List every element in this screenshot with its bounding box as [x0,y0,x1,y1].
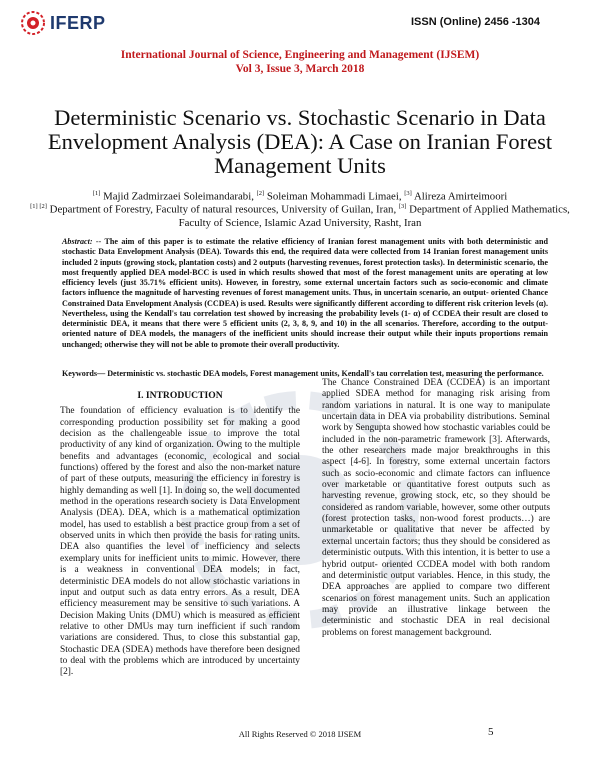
left-column-text: The foundation of efficiency evaluation is to identify the corresponding production possibility set for making a good decision as the challengeable issue to improve the total productivity of any kind of organization. Owing to the multiple benefits and advantages (economic, ecological and social functions) offered by the forest and also the non-market nature of part of these outputs, measuring the efficiency in forestry is highly demanding as well [1]. In doing so, the well documented method in the operations research society is Data Envelopment Analysis (DEA). DEA, which is a mathematical optimization model, has used to establish a best practice group from a set of observed units in which then provide the basis for rating units. DEA also quantifies the level of inefficiency and selects exemplary units for inefficient units to mimic. However, there is a weakness in conventional DEA models; in fact, deterministic DEA models do not allow stochastic variations in input and output such as data entry errors. As a result, DEA efficiency measurement may be sensitive to such variations. A Decision Making Units (DMU) which is measured as efficient relative to other DMUs may turn inefficient if such random variations are considered. Thus, to close this substantial gap, Stochastic DEA (SDEA) methods have therefore been designed to deal with the problems which are introduced by uncertainty [2]. [60,406,300,678]
body-right-column [322,378,550,639]
author-2-marker: [2] [256,190,265,197]
keywords-text: Deterministic vs. stochastic DEA models, Forest management units, Kendall's tau correlation test, measuring the performance. [107,369,544,378]
author-1-marker: [1] [92,190,101,197]
footer-copyright: All Rights Reserved © 2018 IJSEM [238,729,362,739]
publisher-logo [20,10,106,36]
iferp-logo-icon [20,10,46,36]
author-3-marker: [3] [404,190,412,197]
journal-header [0,48,600,76]
abstract [62,237,548,350]
affiliation-2-marker: [3] [398,203,407,210]
author-2-name: Soleiman Mohammadi Limaei, [266,190,402,203]
page-number: 5 [488,726,494,738]
journal-name: International Journal of Science, Engineering and Management (IJSEM) [120,49,480,61]
affiliation-2-text: Department of Applied Mathematics, Faculty of Science, Islamic Azad University, Rasht, Iran [178,203,570,229]
right-column-text: The Chance Constrained DEA (CCDEA) is an important applied SDEA method for managing risk arising from random variations in natural. It is one way to manipulate uncertain data in DEA via probability distributions. Seminal work by Sengupta showed how stochastic variables could be included in the non-parametric framework [3]. Afterwards, the other researchers made major breakthroughs in this aspect [4-6]. In forestry, some external uncertain factors such as socio-economic and climate factors can influence over marketable or quantitative forest outputs such as harvesting revenue, growing stock, etc, so they should be considered as random variable, however, some other outputs (forest protection tasks, non-wood forest products…) are unmarketable or qualitative that never be affected by external uncertain factors; thus they should be considered as deterministic outputs. With this intention, it is better to use a hybrid output- oriented CCDEA model with both random and deterministic output variables. Hence, in this study, the DEA approaches are applied to compare two different scenarios on forest management units. Such an application may provide an illustrative linkage between the deterministic and stochastic DEA in real decisional problems on forest management background. [322,378,550,638]
abstract-text: The aim of this paper is to estimate the relative efficiency of Iranian forest management units with both deterministic and stochastic Data Envelopment Analysis (DEA). Towards this end, the required data were collected from 14 Iranian forest management units included 2 inputs (growing stock, plantation costs) and 2 outputs (harvesting revenues, forest protection tasks). In deterministic scenario, the most frequently applied DEA model-BCC is used in which results showed that most of the forest management units are operating at low efficiency levels (just 35.71% efficient units). However, in forestry, some external uncertain factors such as socio-economic and climate factors influence the magnitude of harvesting revenues of forest management units. Thus, in uncertain scenario, an output- oriented Chance Constrained Data Envelopment Analysis (CCDEA) is used. Results were significantly different according to different risk criterion levels (α). Nevertheless, using the Kendall's tau correlation test showed by increasing the probability levels (1- α) of CCDEA their result are closed to deterministic DEA, it means that there were 5 efficient units (2, 3, 8, 9, and 10) in the all scenarios. Therefore, according to the output-oriented nature of DEA models, the managers of the inefficient units should increase their output while their inputs proportions remain unchanged; otherwise they will not be able to promote their overall productivity. [62,237,548,349]
section-heading: I. INTRODUCTION [137,390,223,401]
author-1-name: Majid Zadmirzaei Soleimandarabi, [103,190,254,203]
paper-title: Deterministic Scenario vs. Stochastic Scenario in Data Envelopment Analysis (DEA): A Case on Iranian Forest Management Units [47,105,553,178]
abstract-label: Abstract: -- [62,237,102,246]
body-left-column [60,390,300,679]
affiliation-list [30,200,570,230]
issn-label: ISSN (Online) 2456 -1304 [411,16,540,28]
logo-text: IFERP [50,12,106,33]
author-3-name: Alireza Amirteimoori [413,190,508,203]
affiliation-1-marker: [1] [2] [30,203,47,210]
affiliation-1-text: Department of Forestry, Faculty of natural resources, University of Guilan, Iran, [49,203,397,216]
journal-volume: Vol 3, Issue 3, March 2018 [235,63,365,75]
keywords-label: Keywords— [62,369,106,378]
